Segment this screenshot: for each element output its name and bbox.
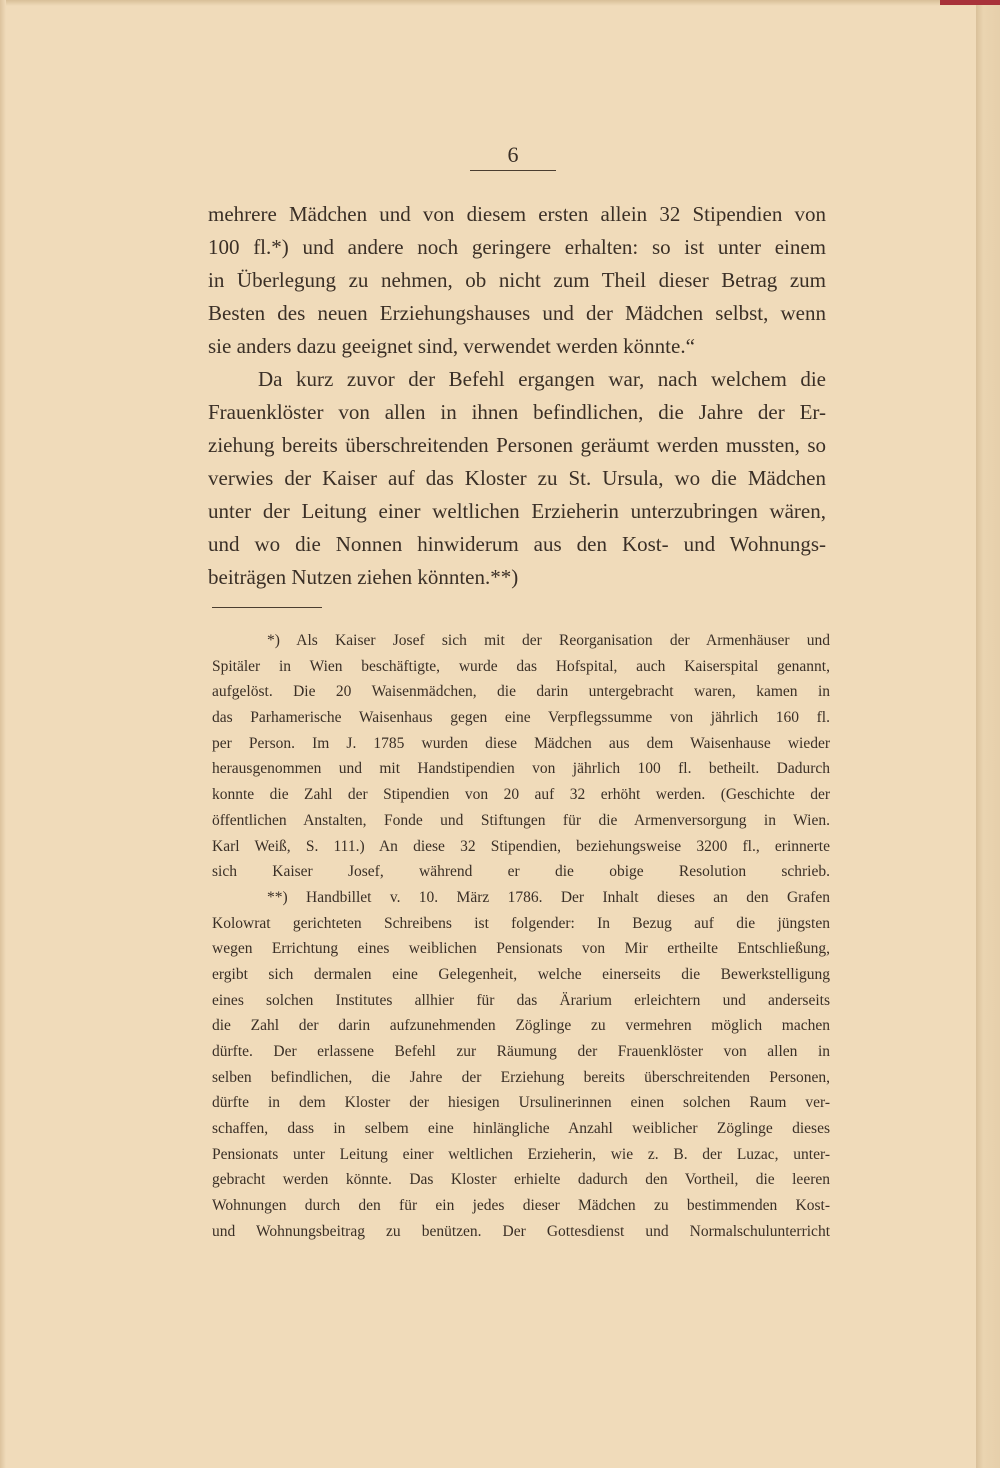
footnote-line: per Person. Im J. 1785 wurden diese Mädchen aus dem Waisenhause wieder (212, 734, 830, 752)
footnote-line: **) Handbillet v. 10. März 1786. Der Inhalt dieses an den Grafen (267, 888, 830, 906)
body-line: Frauenklöster von allen in ihnen befindlichen, die Jahre der Er- (208, 400, 826, 424)
footnote-line: öffentlichen Anstalten, Fonde und Stiftungen für die Armenversorgung in Wien. (212, 811, 830, 829)
body-line: mehrere Mädchen und von diesem ersten allein 32 Stipendien von (208, 202, 826, 226)
footnote-line: dürfte in dem Kloster der hiesigen Ursulinerinnen einen solchen Raum ver- (212, 1094, 830, 1112)
page-edge-left (0, 0, 6, 1468)
footnote-line: aufgelöst. Die 20 Waisenmädchen, die darin untergebracht waren, kamen in (212, 683, 830, 701)
body-line: Besten des neuen Erziehungshauses und der Mädchen selbst, wenn (208, 301, 826, 325)
page-edge-right (976, 0, 1000, 1468)
footnote-line: Spitäler in Wien beschäftigte, wurde das Hofspital, auch Kaiserspital genannt, (212, 657, 830, 675)
body-text (208, 198, 826, 594)
footnote-line: eines solchen Institutes allhier für das Ärarium erleichtern und anderseits (212, 991, 830, 1009)
footnote-line: *) Als Kaiser Josef sich mit der Reorganisation der Armenhäuser und (267, 632, 830, 649)
footnote-line: und Wohnungsbeitrag zu benützen. Der Gottesdienst und Normalschulunterricht (212, 1222, 830, 1240)
footnote-line: konnte die Zahl der Stipendien von 20 auf 32 erhöht werden. (Geschichte der (212, 786, 830, 804)
body-line: unter der Leitung einer weltlichen Erzieherin unterzubringen wären, (208, 499, 826, 523)
footnote-line: selben befindlichen, die Jahre der Erziehung bereits überschreitenden Personen, (212, 1068, 830, 1086)
body-line: 100 fl.*) und andere noch geringere erhalten: so ist unter einem (208, 235, 826, 259)
cover-corner (940, 0, 1000, 5)
footnote-line: die Zahl der darin aufzunehmenden Zöglinge zu vermehren möglich machen (212, 1017, 830, 1035)
page-number-rule (470, 170, 556, 171)
body-line: und wo die Nonnen hinwiderum aus den Kost- und Wohnungs- (208, 532, 826, 556)
footnotes (212, 628, 830, 1245)
footnote-line: herausgenommen und mit Handstipendien von jährlich 100 fl. betheilt. Dadurch (212, 760, 830, 778)
footnote-line: dürfte. Der erlassene Befehl zur Räumung der Frauenklöster von allen in (212, 1043, 830, 1060)
body-line: sie anders dazu geeignet sind, verwendet werden könnte.“ (208, 334, 695, 358)
body-line: beiträgen Nutzen ziehen könnten.**) (208, 565, 519, 589)
page-edge-top (0, 0, 1000, 6)
footnote-line: Karl Weiß, S. 111.) An diese 32 Stipendien, beziehungsweise 3200 fl., erinnerte (212, 837, 830, 855)
footnote-line: Wohnungen durch den für ein jedes dieser Mädchen zu bestimmenden Kost- (212, 1197, 830, 1215)
footnote-line: wegen Errichtung eines weiblichen Pensionats von Mir ertheilte Entschließung, (212, 940, 830, 958)
body-line: verwies der Kaiser auf das Kloster zu St. Ursula, wo die Mädchen (208, 466, 826, 490)
page-number: 6 (507, 142, 519, 167)
footnote-line: das Parhamerische Waisenhaus gegen eine Verpflegssumme von jährlich 160 fl. (212, 709, 830, 727)
footnote-line: Pensionats unter Leitung einer weltlichen Erzieherin, wie z. B. der Luzac, unter- (212, 1145, 830, 1163)
footnote-separator (212, 607, 322, 608)
body-line: in Überlegung zu nehmen, ob nicht zum Theil dieser Betrag zum (208, 268, 826, 292)
footnote-line: Kolowrat gerichteten Schreibens ist folgender: In Bezug auf die jüngsten (212, 914, 830, 932)
footnote-line: sich Kaiser Josef, während er die obige Resolution schrieb. (212, 863, 830, 881)
body-line: Da kurz zuvor der Befehl ergangen war, nach welchem die (258, 367, 826, 391)
body-line: ziehung bereits überschreitenden Personen geräumt werden mussten, so (208, 433, 826, 457)
footnote-line: ergibt sich dermalen eine Gelegenheit, welche einerseits die Bewerkstelligung (212, 965, 830, 983)
footnote-line: schaffen, dass in selbem eine hinlängliche Anzahl weiblicher Zöglinge dieses (212, 1120, 830, 1138)
footnote-line: gebracht werden könnte. Das Kloster erhielte dadurch den Vortheil, die leeren (212, 1171, 830, 1189)
